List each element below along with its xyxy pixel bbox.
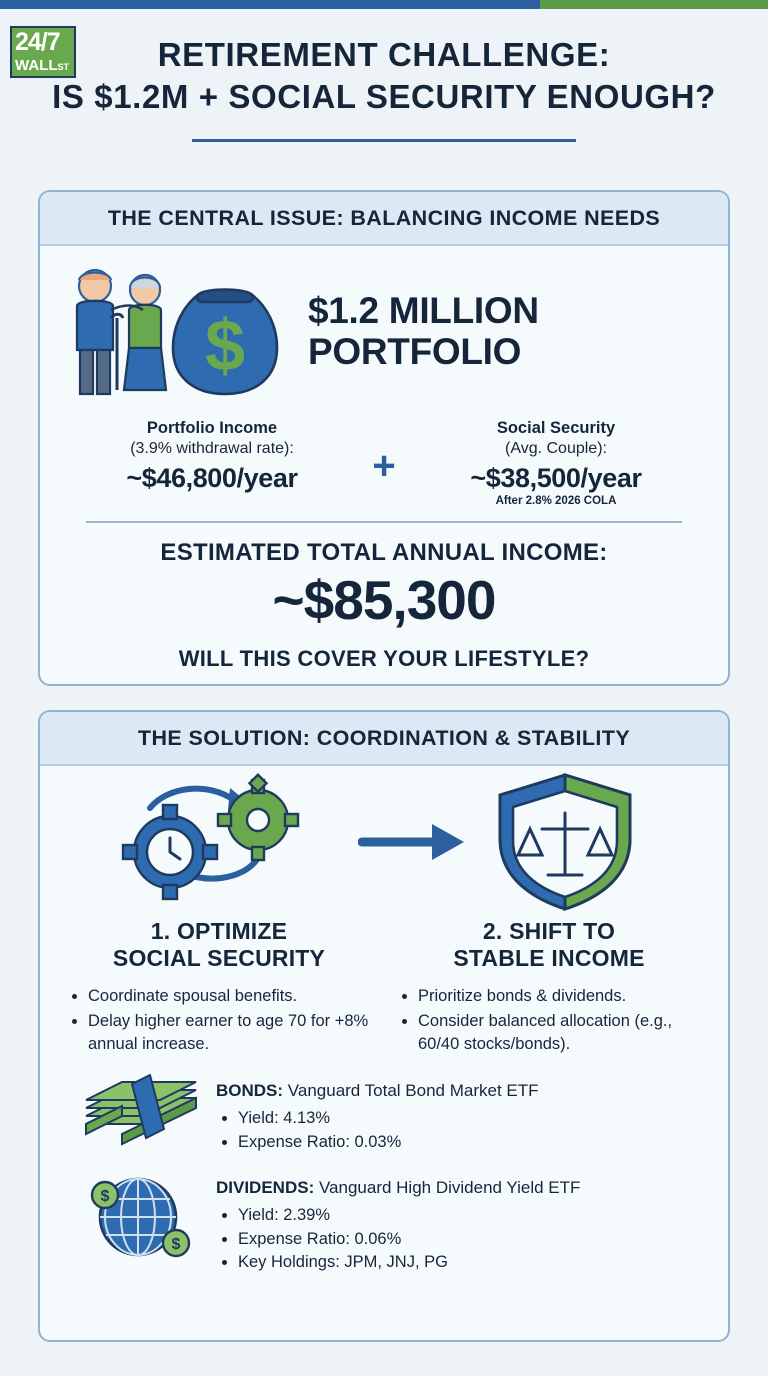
- brand-logo-st: ST: [57, 62, 70, 72]
- income-breakdown: [40, 404, 728, 507]
- solution-step-2-title-line1: 2. SHIFT TO: [482, 918, 616, 944]
- dividends-fund-details: [216, 1171, 702, 1276]
- bonds-fund-title: [216, 1080, 702, 1102]
- top-bar-green: [540, 0, 768, 9]
- solution-panel: [38, 710, 730, 1342]
- page-header: [0, 34, 768, 142]
- solution-steps: [40, 918, 728, 1058]
- total-income-amount: ~$85,300: [272, 569, 496, 632]
- central-issue-hero: [40, 246, 728, 404]
- brand-logo-wall: WALL: [15, 57, 58, 74]
- list-item: • Yield: 2.39%: [238, 1204, 702, 1228]
- list-item: • Key Holdings: JPM, JNJ, PG: [238, 1251, 702, 1275]
- portfolio-income-sublabel: (3.9% withdrawal rate):: [130, 439, 294, 457]
- list-item: • Yield: 4.13%: [238, 1107, 702, 1131]
- portfolio-headline: [308, 290, 728, 373]
- central-issue-panel: [38, 190, 730, 686]
- solution-step-2-title-line2: STABLE INCOME: [453, 944, 645, 971]
- central-issue-heading: THE CENTRAL ISSUE: BALANCING INCOME NEEDS: [40, 192, 728, 246]
- solution-step-2: [384, 918, 714, 1058]
- solution-step-1: [54, 918, 384, 1058]
- social-security-sublabel: (Avg. Couple):: [505, 439, 607, 457]
- dividends-fund-bullets: [216, 1204, 702, 1276]
- globe-with-dollars-icon: [66, 1171, 216, 1267]
- plus-symbol: +: [372, 444, 396, 488]
- dividends-fund-title: [216, 1177, 702, 1199]
- portfolio-income-block: [60, 418, 364, 494]
- page-title-line1: RETIREMENT CHALLENGE:: [157, 36, 611, 73]
- bonds-fund-bullets: [216, 1107, 702, 1155]
- social-security-label: Social Security: [496, 419, 616, 437]
- lifestyle-question: WILL THIS COVER YOUR LIFESTYLE?: [178, 646, 590, 672]
- list-item: • Delay higher earner to age 70 for +8% annual increase.: [88, 1010, 374, 1057]
- bonds-fund-name: Vanguard Total Bond Market ETF: [287, 1080, 539, 1100]
- cash-stack-icon: [66, 1074, 216, 1146]
- portfolio-headline-line1: $1.2 MILLION: [308, 289, 539, 331]
- right-arrow-icon: [358, 812, 470, 872]
- solution-step-2-title: [394, 918, 704, 971]
- dividends-fund-prefix: DIVIDENDS:: [216, 1177, 315, 1197]
- central-panel-divider: [86, 521, 682, 523]
- total-income-label: ESTIMATED TOTAL ANNUAL INCOME:: [160, 539, 608, 567]
- brand-logo-line1: 24/7: [15, 28, 60, 56]
- list-item: • Consider balanced allocation (e.g., 60/40 stocks/bonds).: [418, 1010, 704, 1057]
- solution-heading: THE SOLUTION: COORDINATION & STABILITY: [40, 712, 728, 766]
- portfolio-income-amount: ~$46,800/year: [126, 463, 298, 494]
- page-title-line2: IS $1.2M + SOCIAL SECURITY ENOUGH?: [52, 78, 716, 116]
- header-divider: [192, 139, 576, 142]
- bonds-fund-prefix: BONDS:: [216, 1080, 284, 1100]
- solution-step-1-title: [64, 918, 374, 971]
- solution-step-2-bullets: [394, 985, 704, 1056]
- dividends-fund-name: Vanguard High Dividend Yield ETF: [318, 1177, 581, 1197]
- solution-step-1-title-line2: SOCIAL SECURITY: [112, 944, 326, 971]
- page-title: [0, 34, 768, 118]
- top-accent-bars: [0, 0, 768, 9]
- list-item: • Coordinate spousal benefits.: [88, 985, 374, 1008]
- solution-step-1-title-line1: 1. OPTIMIZE: [150, 918, 288, 944]
- bonds-fund-block: [40, 1058, 728, 1155]
- social-security-block: [404, 418, 708, 507]
- solution-step-1-bullets: [64, 985, 374, 1056]
- top-bar-blue: [0, 0, 540, 9]
- list-item: • Expense Ratio: 0.06%: [238, 1228, 702, 1252]
- svg-text:$: $: [171, 1235, 181, 1253]
- solution-illustrations: [40, 766, 728, 918]
- dividends-fund-block: [40, 1155, 728, 1276]
- list-item: • Expense Ratio: 0.03%: [238, 1131, 702, 1155]
- svg-text:$: $: [204, 306, 246, 386]
- gears-and-clock-icon: [108, 772, 358, 912]
- shield-with-scales-icon: [470, 767, 660, 917]
- social-security-cola-note: After 2.8% 2026 COLA: [495, 495, 617, 508]
- bonds-fund-details: [216, 1074, 702, 1155]
- social-security-amount: ~$38,500/year: [470, 463, 642, 494]
- list-item: • Prioritize bonds & dividends.: [418, 985, 704, 1008]
- svg-text:$: $: [100, 1187, 110, 1205]
- portfolio-income-label: Portfolio Income: [146, 419, 278, 437]
- retired-couple-and-money-bag-icon: [40, 258, 308, 404]
- portfolio-headline-line2: PORTFOLIO: [308, 331, 522, 372]
